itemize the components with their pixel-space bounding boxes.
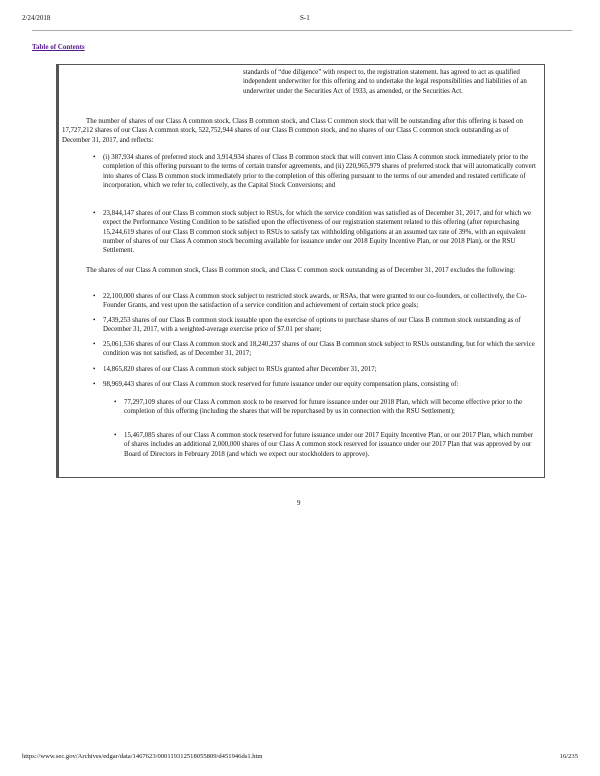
reflects-bullet-2: 23,844,147 shares of our Class B common stock subject to RSUs, for which the service condition was satisfied as of December 31, 2017, and for which we expect the Performance Vesting Condition to be satisfied upon the effectiveness of our registration statement related to this offering (after repurchasing 15,244,619 shares of our Class B common stock subject to RSUs to satisfy tax withholding obligations at an assumed tax rate of 39%, with an equivalent number of shares of our Class A common stock becoming available for issuance under our 2018 Equity Incentive Plan, or our 2018 Plan), or the RSU Settlement. [103,210,532,255]
bullet-icon: • [93,381,96,388]
bullet-icon: • [93,341,96,348]
bullet-icon: • [93,366,96,373]
footer-url: https://www.sec.gov/Archives/edgar/data/1467623/000119312518055809/d451946ds1.htm [22,753,263,760]
excludes-bullet-3: 25,061,536 shares of our Class A common stock and 18,240,237 shares of our Class B common stock subject to RSUs outstanding, but for which the service condition was not satisfied, as of December 31, 2017; [103,341,535,358]
header-title: S-1 [300,14,310,22]
excludes-bullet-2: 7,439,253 shares of our Class B common stock issuable upon the exercise of options to purchase shares of our Class B common stock outstanding as of December 31, 2017, with a weighted-average exercise price of $7.01 per share; [103,317,521,334]
bullet-icon: • [93,210,96,217]
bullet-icon: • [93,154,96,161]
paragraph-excludes: The shares of our Class A common stock, Class B common stock, and Class C common stock outstanding as of December 31, 2017 excludes the following: [86,267,516,274]
sub-bullet-2: 15,467,085 shares of our Class A common stock reserved for future issuance under our 2017 Equity Incentive Plan, or our 2017 Plan, which number of shares includes an additional 2,000,000 shares of our Class A common stock reserved for issuance under our 2017 Plan that was approved by our Board of Directors in February 2018 (and which we expect our stockholders to approve). [124,432,533,458]
paragraph-shares-outstanding: The number of shares of our Class A common stock, Class B common stock, and Class C common stock that will be outstanding after this offering is based on 17,727,212 shares of our Class A common stock, 522,752,944 shares of our Class B common stock, and no shares of our Class C common stock outstanding as of December 31, 2017, and reflects: [62,118,523,144]
excludes-bullet-1: 22,100,000 shares of our Class A common stock subject to restricted stock awards, or RSAs, that were granted to our co-founders, or collectively, the Co-Founder Grants, and vest upon the satisfaction of a service condition and achievement of certain stock price goals; [103,293,527,310]
header-rule [32,30,572,31]
excludes-bullet-5: 98,969,443 shares of our Class A common stock reserved for future issuance under our equity compensation plans, consisting of: [103,381,459,388]
table-of-contents-link[interactable]: Table of Contents [32,43,85,51]
reflects-bullet-1: (i) 387,934 shares of preferred stock and 3,914,934 shares of Class B common stock that will convert into Class A common stock immediately prior to the completion of this offering pursuant to the terms of certain transfer agreements, and (ii) 220,965,979 shares of preferred stock that will automatically convert into shares of Class B common stock immediately prior to the completion of this offering pursuant to the terms of our amended and restated certificate of incorporation, which we refer to, collectively, as the Capital Stock Conversions; and [103,154,536,190]
header-date: 2/24/2018 [22,14,51,22]
bullet-icon: • [114,399,117,406]
sub-bullet-1: 77,297,109 shares of our Class A common stock to be reserved for future issuance under our 2018 Plan, which will become effective prior to the completion of this offering (including the shares that will be repurchased by us in connection with the RSU Settlement); [124,399,523,416]
bullet-icon: • [93,317,96,324]
bullet-icon: • [93,293,96,300]
excludes-bullet-4: 14,865,820 shares of our Class A common stock subject to RSUs granted after December 31, 2017; [103,366,377,373]
bullet-icon: • [114,432,117,439]
intro-continuation: standards of “due diligence” with respect to, the registration statement. has agreed to act as qualified independent underwriter for this offering and to undertake the legal responsibilities and liabilities of an underwriter under the Securities Act of 1933, as amended, or the Securities Act. [243,69,527,95]
footer-page-count: 16/235 [559,753,578,760]
page-number: 9 [297,499,301,507]
